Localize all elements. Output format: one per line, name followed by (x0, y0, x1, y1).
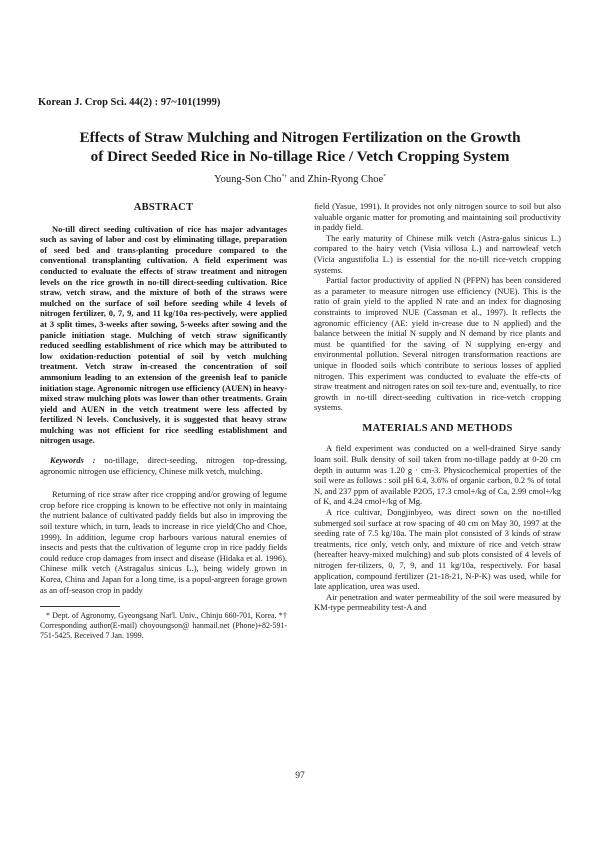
body-paragraph-3: Partial factor productivity of applied N (PFPN) has been considered as a parameter to measure nitrogen use efficiency (NUE). This is the ratio of grain yield to the applied N rate and an index for diagnosing constraints to improved NUE (Cassman et al., 1997). It reflects the agronomic efficiency (AE: yield in-crease due to N applied) and the balance between the initial N supply and N demand by rice plants and must be quantified for the saving of N supplying en-ergy and environmental pollution. Several nitrogen transformation reactions are unique in flooded soils which contribute to serious losses of applied nitrogen. This experiment was conducted to evaluate the effe-cts of straw treatment and nitrogen rates on soil tex-ture and, eventually, to rice growth in no-till direct-seeding cultivation in rice-vetch cropping systems. (314, 275, 561, 413)
keywords (40, 455, 287, 476)
title-line-1: Effects of Straw Mulching and Nitrogen Fertilization on the Growth (79, 129, 521, 146)
author-1-mark: *† (281, 173, 288, 180)
body-paragraph-2: The early maturity of Chinese milk vetch (Astra-galus sinicus L.) compared to the hairy vetch (Visia villosa L.) and narrowleaf vetch (Vicia angustifolia L.) is essential for the no-till rice-vetch cropping systems. (314, 232, 561, 275)
methods-heading: MATERIALS AND METHODS (362, 422, 513, 434)
methods-paragraph-1: A field experiment was conducted on a well-drained Sirye sandy loam soil. Bulk density of soil taken from no-tillage paddy at 0-20 cm depth in autumn was 1.20 g · cm-3. Physicochemical properties of the soil were as follows : soil pH 6.4, 3.6% of organic carbon, 0.2 % of total N, and 237 ppm of available P2O5, 17.3 cmol+/kg of Ca, 2.99 cmol+/kg of K, and 4.24 cmol+/kg of Mg. (314, 443, 561, 507)
author-connector: and (287, 174, 308, 185)
body-paragraph-1: field (Yasue, 1991). It provides not only nitrogen source to soil but also valuable organic matter for promoting and maintaining soil productivity in paddy field. (314, 201, 561, 233)
author-2: Zhin-Ryong Choe (307, 174, 384, 185)
journal-citation: Korean J. Crop Sci. 44(2) : 97~101(1999) (38, 97, 221, 108)
keywords-label: Keywords : (50, 455, 96, 466)
intro-paragraph: Returning of rice straw after rice cropping and/or growing of legume crop before rice cropping is known to be effective not only in maintaing the nutrient balance of cultivated paddy fields but also in improving the soil texture which, in turn, leads to increase in rice yield(Cho and Choe, 1999). In addition, legume crop harbours various natural enemies of insects and pests that the cultivation of legume crop in rice paddy fields could reduce crop damages from insect and disease (Hidaka et al. 1996). Chinese milk vetch (Astragalus sinicus L.), being widely grown in Korea, China and Japan for a long time, is a popul-argreen forage grown as an off-season crop in paddy (40, 489, 287, 595)
author-1: Young-Son Cho (214, 174, 282, 185)
abstract-text: No-till direct seeding cultivation of rice has major advantages such as saving of labor and cost by eliminating tillage, preparation of seed bed and trans-planting procedure compared to the conventional transplanting cultivation. A field experiment was conducted to evaluate the effects of straw treatment and nitrogen levels on the rice growth in no-till direct-seeding cultivation. Rice straw, vetch straw, and the mixture of both of the straws were mulched on the surface of soil before seeding while 4 levels of nitrogen fertilizer, 0, 7, 9, and 11 kg/10a res-pectively, were applied at 3 split times, 3-weeks after sowing, 5-weeks after sowing and the panicle initiation stage. Mulching of vetch straw significantly reduced seedling establishment of rice which may be attributed to low oxidation-reduction potential of soil by vetch mulching treatment. Vetch straw in-creased the concentration of soil ammonium leading to an extension of the greenish leaf to panicle initiation stage. Agronomic nitrogen use efficiency (AUEN) in heavy-mixed straw mulching plots was lower than other treatments. Grain yield and AUEN in the vetch treatment were less affected by fertilized N levels. Conclusively, it is suggested that heavy straw mulching was not efficient for rice seedling establishment and nitrogen usage. (40, 223, 287, 446)
right-column (314, 201, 561, 613)
paper-title (30, 128, 570, 166)
methods-paragraph-2: A rice cultivar, Dongjinbyeo, was direct sown on the no-tilled submerged soil surface at row spacing of 40 cm on May 30, 1997 at the seeding rate of 7.5 kg/10a. The main plot consisted of 3 kinds of straw treatments, rice only, vetch only, and mixture of rice and vetch straw (hereafter heavy-mixed mulching) and sub plots consisted of 4 levels of nitrogen fer-tilizers, 0, 7, 9, and 11 kg/10a, respectively. For basal application, compound fertilizer (21-18-21, N-P-K) was used, while for late application, urea was used. (314, 507, 561, 592)
title-line-2: of Direct Seeded Rice in No-tillage Rice / Vetch Cropping System (90, 148, 510, 165)
abstract-heading: ABSTRACT (133, 202, 194, 213)
page-number: 97 (295, 771, 305, 781)
methods-paragraph-3: Air penetration and water permeability of the soil were measured by KM-type permeability test-A and (314, 591, 561, 613)
author-list (30, 174, 570, 185)
keywords-text: no-tillage, direct-seeding, nitrogen top-dressing, agronomic nitrogen use efficiency, Chinese milk vetch, mulching. (40, 455, 287, 476)
author-2-mark: * (383, 173, 386, 180)
footnote-divider (40, 606, 120, 607)
left-column (40, 201, 287, 641)
footnote: * Dept. of Agronomy, Gyeongsang Nat'l. Univ., Chinju 660-701, Korea. *† Corresponding author(E-mail) choyoungson@ hanmail.net (Phone)+82-591-751-5425. Received 7 Jan. 1999. (40, 611, 287, 640)
